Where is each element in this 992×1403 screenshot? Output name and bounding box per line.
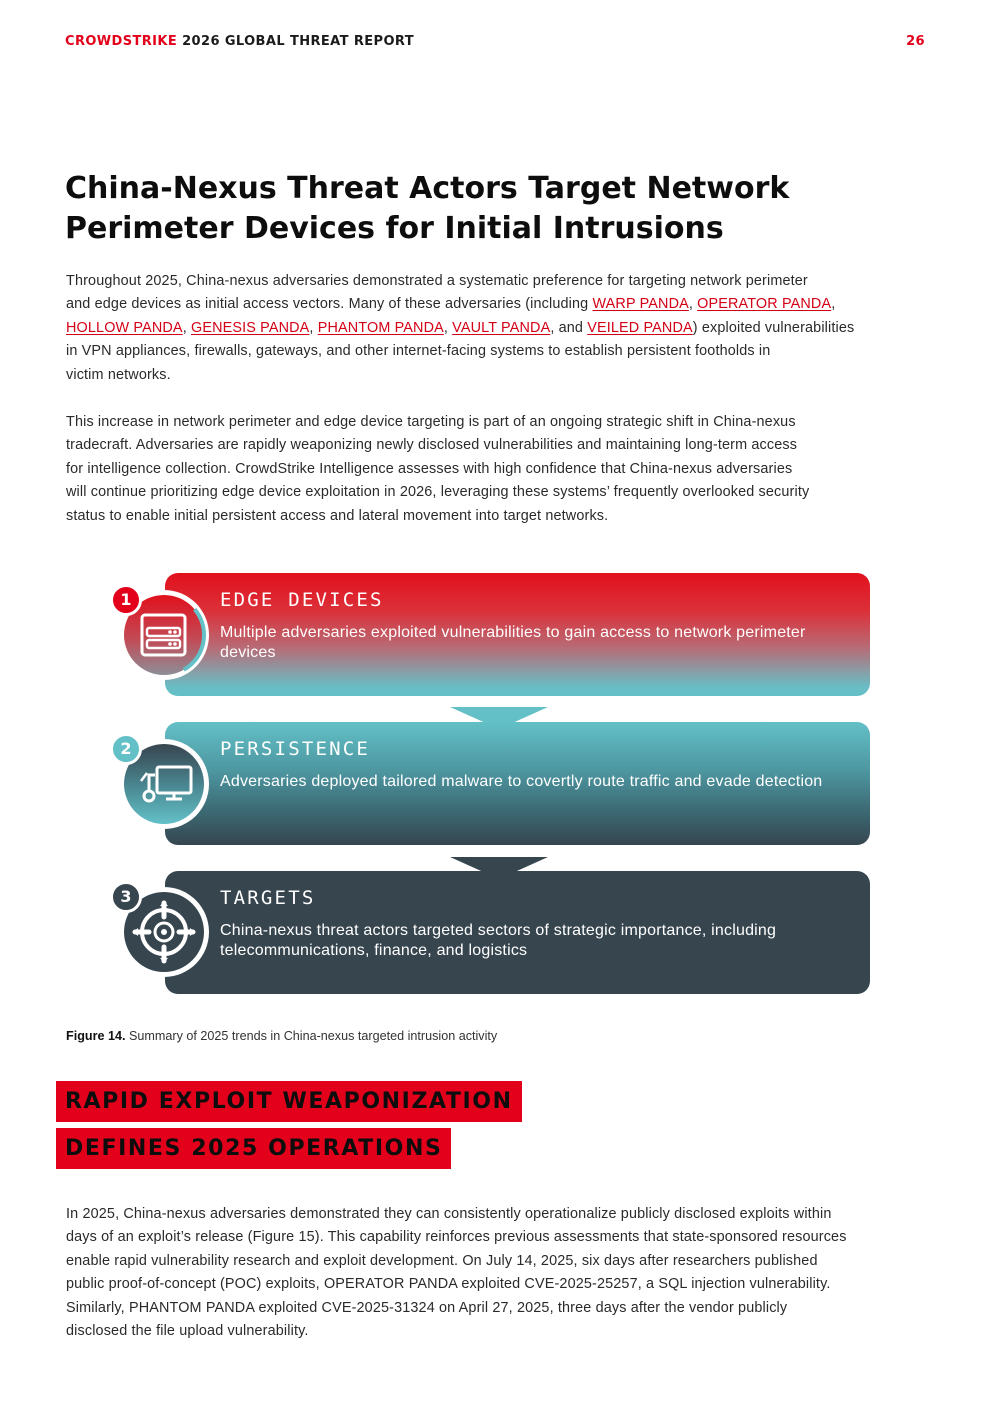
text-line: status to enable initial persistent access and lateral movement into target networks. [66, 507, 609, 524]
text-line [66, 317, 896, 340]
step-number-badge: 2 [110, 733, 142, 765]
page-header [65, 34, 925, 50]
figure-label: Figure 14. [66, 1029, 126, 1043]
text-line: Similarly, PHANTOM PANDA exploited CVE-2025-31324 on April 27, 2025, three days after the vendor publicly [66, 1299, 788, 1316]
text-segment: , [688, 296, 698, 313]
text-segment: , [182, 319, 191, 336]
link-hollow-panda[interactable]: HOLLOW PANDA [66, 319, 183, 336]
step-number-badge: 3 [110, 881, 142, 913]
text-line: public proof-of-concept (POC) exploits, OPERATOR PANDA exploited CVE-2025-25257, a SQL injection vulnerability. [66, 1276, 831, 1293]
text-line: In 2025, China-nexus adversaries demonstrated they can consistently operationalize publicly disclosed exploits within [66, 1206, 832, 1222]
text-line: Throughout 2025, China-nexus adversaries demonstrated a systematic preference for targeting network perimeter [66, 273, 808, 289]
page-title-line: Perimeter Devices for Initial Intrusions [65, 211, 724, 246]
step-card-targets [165, 871, 870, 994]
weaponization-paragraph [66, 1203, 926, 1343]
text-segment: , and [550, 319, 588, 336]
text-segment: ) exploited vulnerabilities [692, 319, 855, 336]
link-genesis-panda[interactable]: GENESIS PANDA [190, 319, 310, 336]
link-vault-panda[interactable]: VAULT PANDA [452, 319, 551, 336]
step-card-persistence [165, 722, 870, 845]
report-title: 2026 GLOBAL THREAT REPORT [182, 34, 414, 49]
link-operator-panda[interactable]: OPERATOR PANDA [697, 296, 832, 313]
text-segment: and edge devices as initial access vectors. Many of these adversaries (including [66, 296, 593, 313]
step-description: China-nexus threat actors targeted sectors of strategic importance, including telecommunications, finance, and logistics [220, 922, 777, 959]
text-segment: , [443, 319, 453, 336]
figure-caption-text: Summary of 2025 trends in China-nexus targeted intrusion activity [125, 1029, 498, 1043]
text-line: tradecraft. Adversaries are rapidly weaponizing newly disclosed vulnerabilities and maintaining long-term access [66, 437, 798, 454]
text-line: for intelligence collection. CrowdStrike Intelligence assesses with high confidence that China-nexus adversaries [66, 460, 793, 477]
step-title: PERSISTENCE [220, 738, 371, 760]
step-card-edge-devices [165, 573, 870, 696]
text-line: in VPN appliances, firewalls, gateways, and other internet-facing systems to establish persistent footholds in [66, 343, 771, 360]
text-segment: , [831, 296, 836, 313]
text-line: enable rapid vulnerability research and exploit development. On July 14, 2025, six days after researchers published [66, 1252, 818, 1269]
text-line: days of an exploit’s release (Figure 15). This capability reinforces previous assessments that state-sponsored resources [66, 1229, 847, 1246]
step-title: TARGETS [220, 887, 316, 909]
text-segment: , [309, 319, 318, 336]
step-title: EDGE DEVICES [220, 589, 384, 611]
link-phantom-panda[interactable]: PHANTOM PANDA [317, 319, 444, 336]
brand-name: CROWDSTRIKE [65, 34, 178, 49]
text-line [66, 293, 896, 316]
page-title [65, 169, 825, 249]
step-description: Multiple adversaries exploited vulnerabilities to gain access to network perimeter devices [220, 624, 806, 661]
strategy-paragraph [66, 411, 896, 528]
intro-paragraph [66, 270, 896, 387]
step-description: Adversaries deployed tailored malware to covertly route traffic and evade detection [220, 773, 823, 790]
link-veiled-panda[interactable]: VEILED PANDA [587, 319, 693, 336]
text-line: victim networks. [66, 366, 171, 383]
page-number: 26 [906, 34, 925, 49]
text-line: This increase in network perimeter and edge device targeting is part of an ongoing strategic shift in China-nexus [66, 414, 796, 430]
step-number-badge: 1 [110, 584, 142, 616]
section-heading-line: RAPID EXPLOIT WEAPONIZATION [56, 1081, 522, 1122]
section-heading-line: DEFINES 2025 OPERATIONS [56, 1128, 451, 1169]
page-title-line: China-Nexus Threat Actors Target Network [65, 171, 790, 206]
figure-caption [66, 1029, 497, 1043]
text-line: will continue prioritizing edge device exploitation in 2026, leveraging these systems’ frequently overlooked security [66, 484, 810, 501]
link-warp-panda[interactable]: WARP PANDA [592, 296, 689, 313]
text-line: disclosed the file upload vulnerability. [66, 1323, 309, 1340]
